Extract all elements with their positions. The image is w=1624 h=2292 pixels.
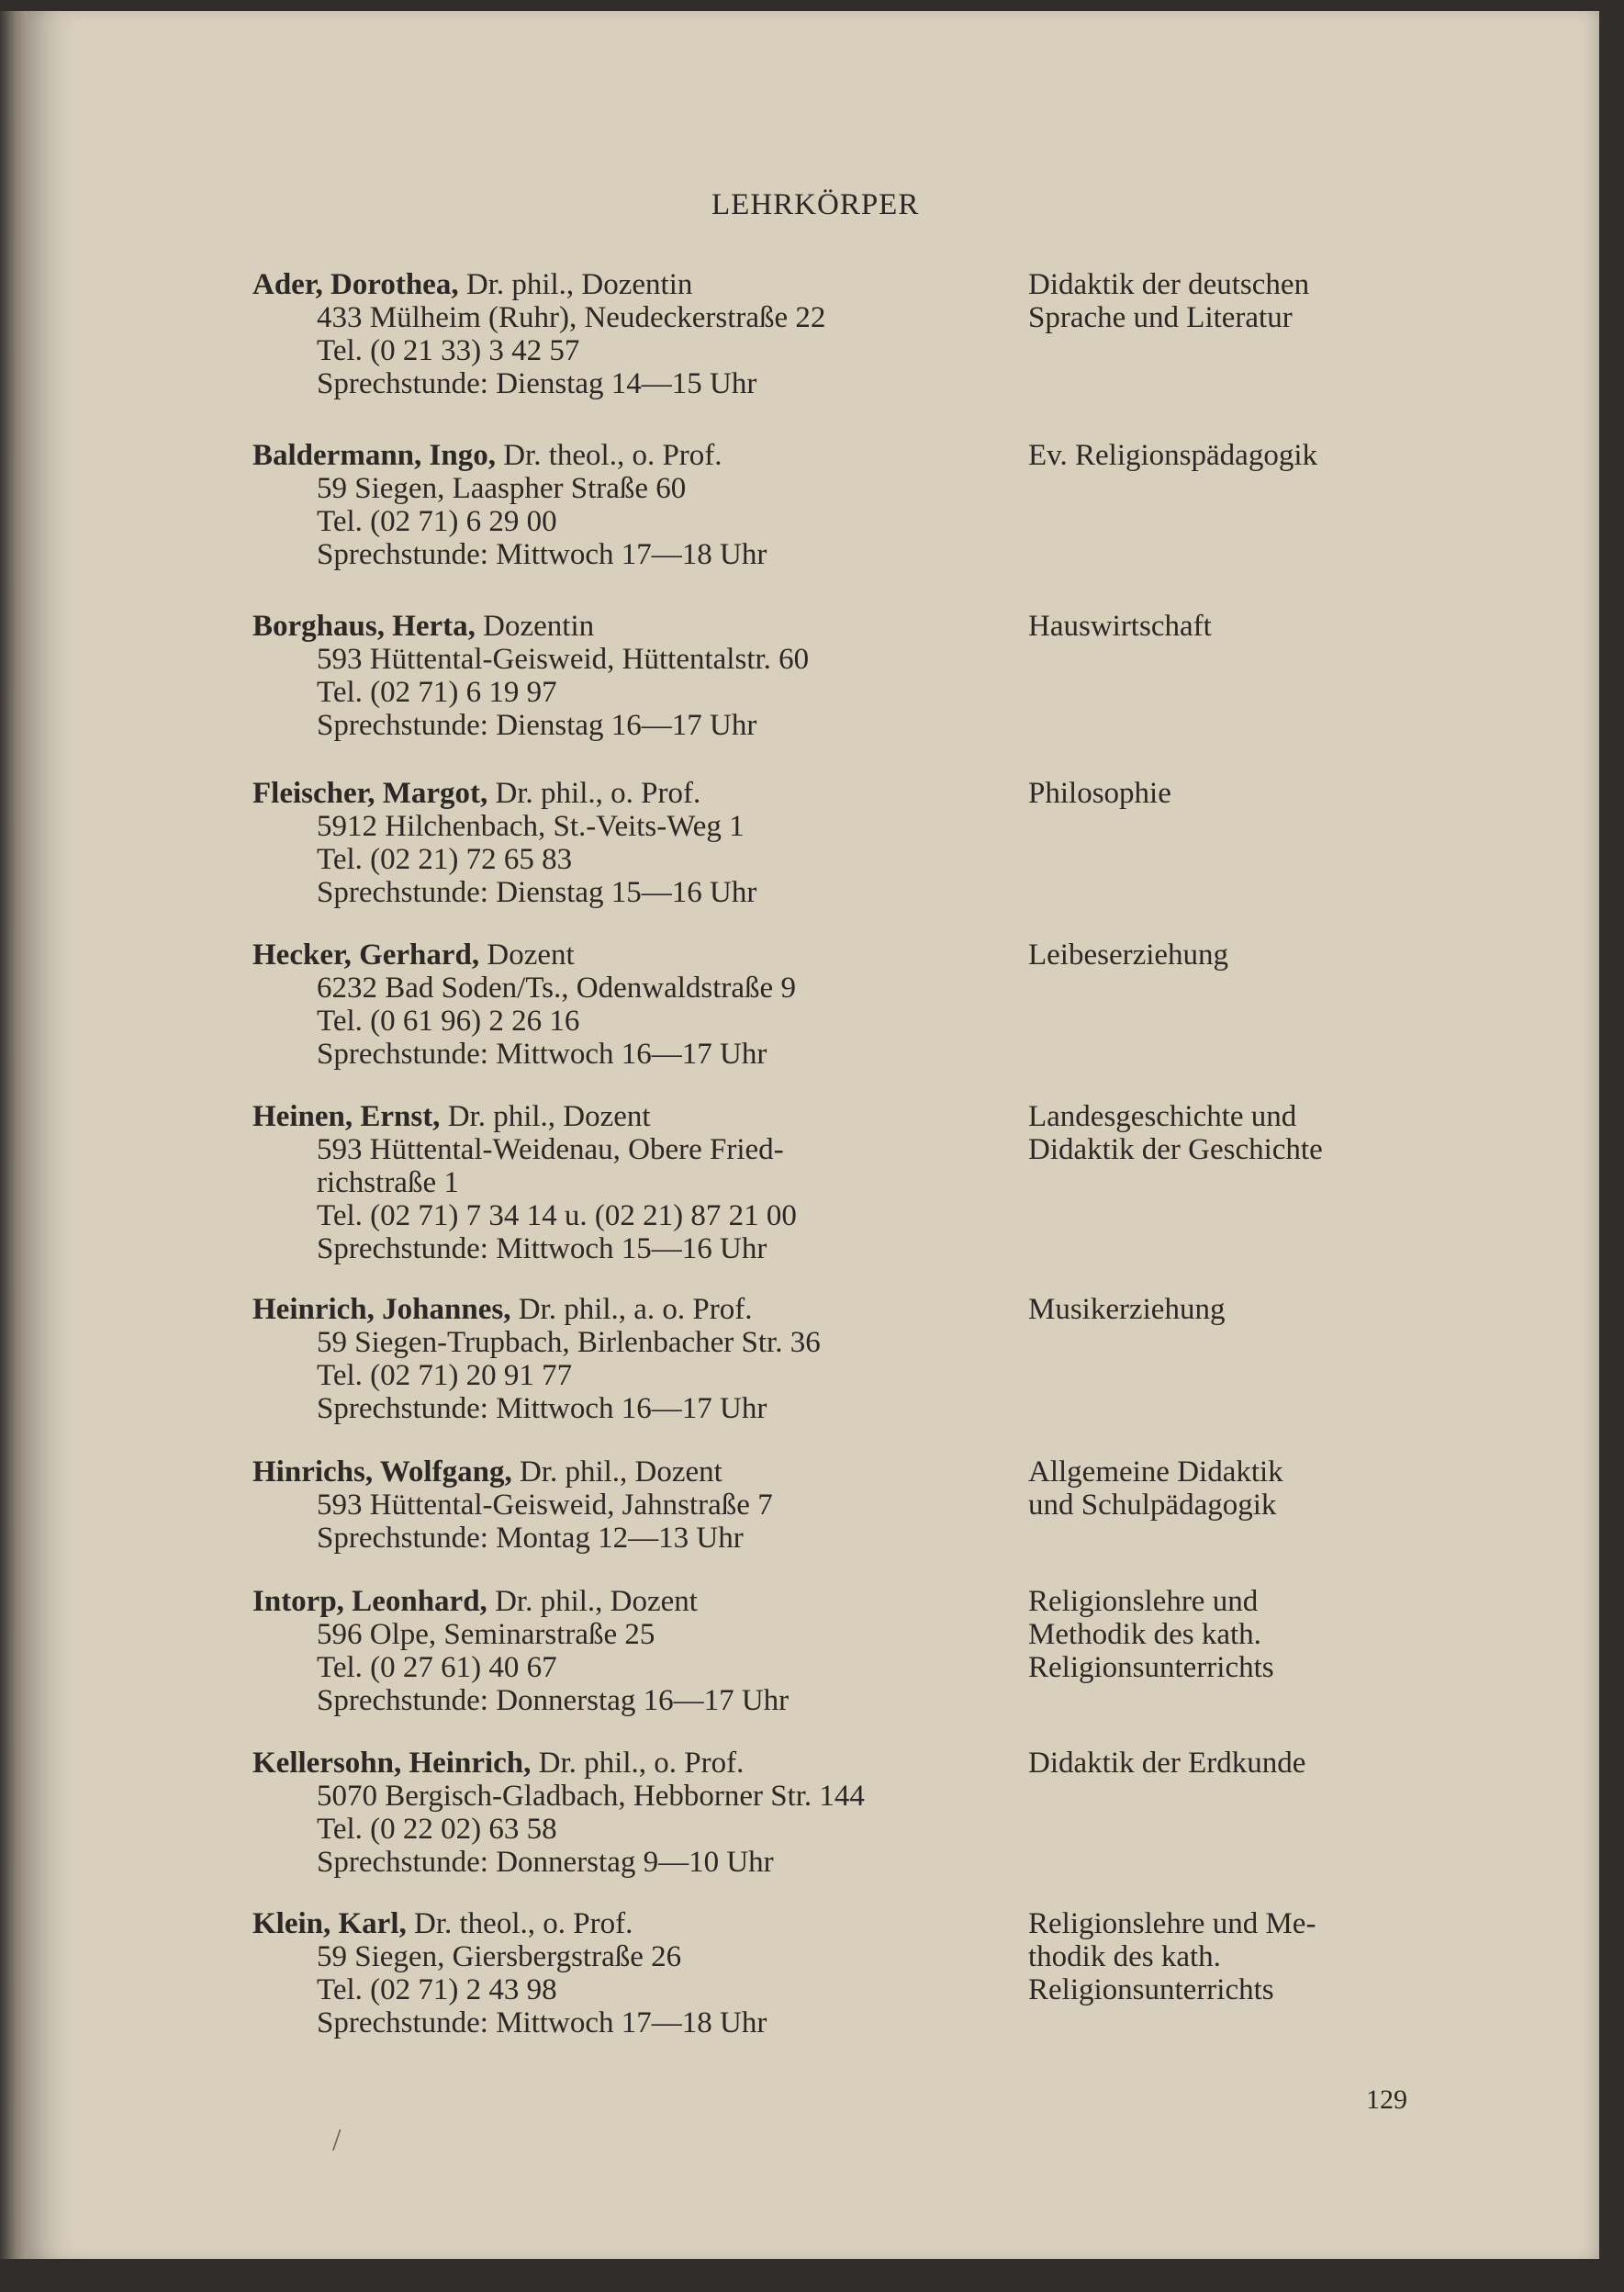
subject-line: Religionsunterrichts <box>1028 1973 1274 2006</box>
subject-line: Allgemeine Didaktik <box>1028 1455 1283 1489</box>
entry-subject <box>1028 1907 1432 2006</box>
entry-title: Dr. phil., Dozentin <box>458 268 693 301</box>
entry-line: Tel. (0 61 96) 2 26 16 <box>317 1005 580 1038</box>
entry-line: Sprechstunde: Mittwoch 16—17 Uhr <box>317 1392 767 1425</box>
subject-line: Didaktik der Erdkunde <box>1028 1747 1306 1780</box>
entry-name: Heinrich, Johannes, <box>252 1293 511 1326</box>
entry-line: 6232 Bad Soden/Ts., Odenwaldstraße 9 <box>317 972 796 1005</box>
subject-line: Methodik des kath. <box>1028 1618 1261 1651</box>
entry-subject <box>1028 610 1432 643</box>
entry-line: 5070 Bergisch-Gladbach, Hebborner Str. 144 <box>317 1780 865 1813</box>
entry-line: Sprechstunde: Dienstag 16—17 Uhr <box>317 709 757 742</box>
entry-name: Kellersohn, Heinrich, <box>252 1747 532 1780</box>
entry-line: Sprechstunde: Dienstag 15—16 Uhr <box>317 876 757 909</box>
entry-line: Sprechstunde: Mittwoch 16—17 Uhr <box>317 1038 767 1071</box>
entry-subject <box>1028 1585 1432 1684</box>
entry-title: Dr. phil., Dozent <box>487 1585 698 1618</box>
page-header: LEHRKÖRPER <box>711 188 920 221</box>
entry-line: 5912 Hilchenbach, St.-Veits-Weg 1 <box>317 810 745 843</box>
entry-line: Sprechstunde: Mittwoch 17—18 Uhr <box>317 538 767 571</box>
entry-name: Hecker, Gerhard, <box>252 938 480 972</box>
entry-title: Dr. phil., Dozent <box>440 1100 651 1133</box>
entry-line: Sprechstunde: Mittwoch 17—18 Uhr <box>317 2006 767 2039</box>
subject-line: Sprache und Literatur <box>1028 301 1293 334</box>
page-number: 129 <box>1366 2084 1407 2115</box>
entry-line: Tel. (0 22 02) 63 58 <box>317 1813 557 1846</box>
entry-line: Tel. (02 71) 2 43 98 <box>317 1973 557 2006</box>
entry-line: Sprechstunde: Montag 12—13 Uhr <box>317 1522 744 1555</box>
entry-subject <box>1028 1747 1432 1780</box>
entry-name: Klein, Karl, <box>252 1907 407 1940</box>
entry-subject <box>1028 777 1432 810</box>
subject-line: Didaktik der Geschichte <box>1028 1133 1323 1166</box>
subject-line: und Schulpädagogik <box>1028 1489 1277 1522</box>
entry-line: Sprechstunde: Dienstag 14—15 Uhr <box>317 367 757 400</box>
entry-name: Intorp, Leonhard, <box>252 1585 487 1618</box>
entry-line: 59 Siegen, Giersbergstraße 26 <box>317 1940 682 1973</box>
entry-line: Tel. (02 71) 6 19 97 <box>317 676 557 709</box>
entry-title: Dr. phil., o. Prof. <box>487 777 701 810</box>
subject-line: Philosophie <box>1028 777 1171 810</box>
entry-subject <box>1028 268 1432 334</box>
entry-title: Dr. theol., o. Prof. <box>406 1907 633 1940</box>
entry-line: Tel. (02 71) 7 34 14 u. (02 21) 87 21 00 <box>317 1199 797 1232</box>
entry-line: Tel. (02 71) 6 29 00 <box>317 505 557 538</box>
subject-line: Religionsunterrichts <box>1028 1651 1274 1684</box>
subject-line: Leibeserziehung <box>1028 938 1229 972</box>
entry-line: Tel. (02 21) 72 65 83 <box>317 843 573 876</box>
subject-line: Ev. Religionspädagogik <box>1028 439 1317 472</box>
subject-line: Religionslehre und <box>1028 1585 1259 1618</box>
entry-name: Heinen, Ernst, <box>252 1100 441 1133</box>
entry-line: 59 Siegen, Laaspher Straße 60 <box>317 472 687 505</box>
subject-line: Hauswirtschaft <box>1028 610 1212 643</box>
entry-name: Hinrichs, Wolfgang, <box>252 1455 512 1489</box>
entry-subject <box>1028 1293 1432 1326</box>
subject-line: Landesgeschichte und <box>1028 1100 1297 1133</box>
entry-line: richstraße 1 <box>317 1166 459 1199</box>
entry-line: Sprechstunde: Donnerstag 9—10 Uhr <box>317 1846 774 1879</box>
entry-name: Ader, Dorothea, <box>252 268 459 301</box>
entry-name: Fleischer, Margot, <box>252 777 488 810</box>
entry-line: Sprechstunde: Mittwoch 15—16 Uhr <box>317 1232 767 1265</box>
entry-line: 596 Olpe, Seminarstraße 25 <box>317 1618 655 1651</box>
entry-title: Dr. phil., o. Prof. <box>531 1747 745 1780</box>
subject-line: Religionslehre und Me- <box>1028 1907 1316 1940</box>
stray-mark: / <box>332 2123 342 2157</box>
entry-title: Dr. theol., o. Prof. <box>495 439 722 472</box>
entry-line: Tel. (0 21 33) 3 42 57 <box>317 334 580 367</box>
entry-title: Dozentin <box>475 610 595 643</box>
entry-line: 593 Hüttental-Geisweid, Jahnstraße 7 <box>317 1489 773 1522</box>
entry-subject <box>1028 439 1432 472</box>
entry-line: Tel. (0 27 61) 40 67 <box>317 1651 557 1684</box>
subject-line: thodik des kath. <box>1028 1940 1221 1973</box>
entry-line: Sprechstunde: Donnerstag 16—17 Uhr <box>317 1684 790 1717</box>
entry-subject <box>1028 1455 1432 1522</box>
entry-line: 59 Siegen-Trupbach, Birlenbacher Str. 36 <box>317 1326 821 1359</box>
entry-line: 433 Mülheim (Ruhr), Neudeckerstraße 22 <box>317 301 826 334</box>
entry-name: Baldermann, Ingo, <box>252 439 496 472</box>
entry-line: 593 Hüttental-Geisweid, Hüttentalstr. 60 <box>317 643 810 676</box>
entry-name: Borghaus, Herta, <box>252 610 476 643</box>
entry-line: Tel. (02 71) 20 91 77 <box>317 1359 573 1392</box>
entry-subject <box>1028 938 1432 972</box>
entry-title: Dozent <box>479 938 575 972</box>
entry-line: 593 Hüttental-Weidenau, Obere Fried- <box>317 1133 784 1166</box>
entry-subject <box>1028 1100 1432 1166</box>
subject-line: Musikerziehung <box>1028 1293 1226 1326</box>
subject-line: Didaktik der deutschen <box>1028 268 1310 301</box>
entry-title: Dr. phil., a. o. Prof. <box>510 1293 753 1326</box>
entry-title: Dr. phil., Dozent <box>511 1455 722 1489</box>
